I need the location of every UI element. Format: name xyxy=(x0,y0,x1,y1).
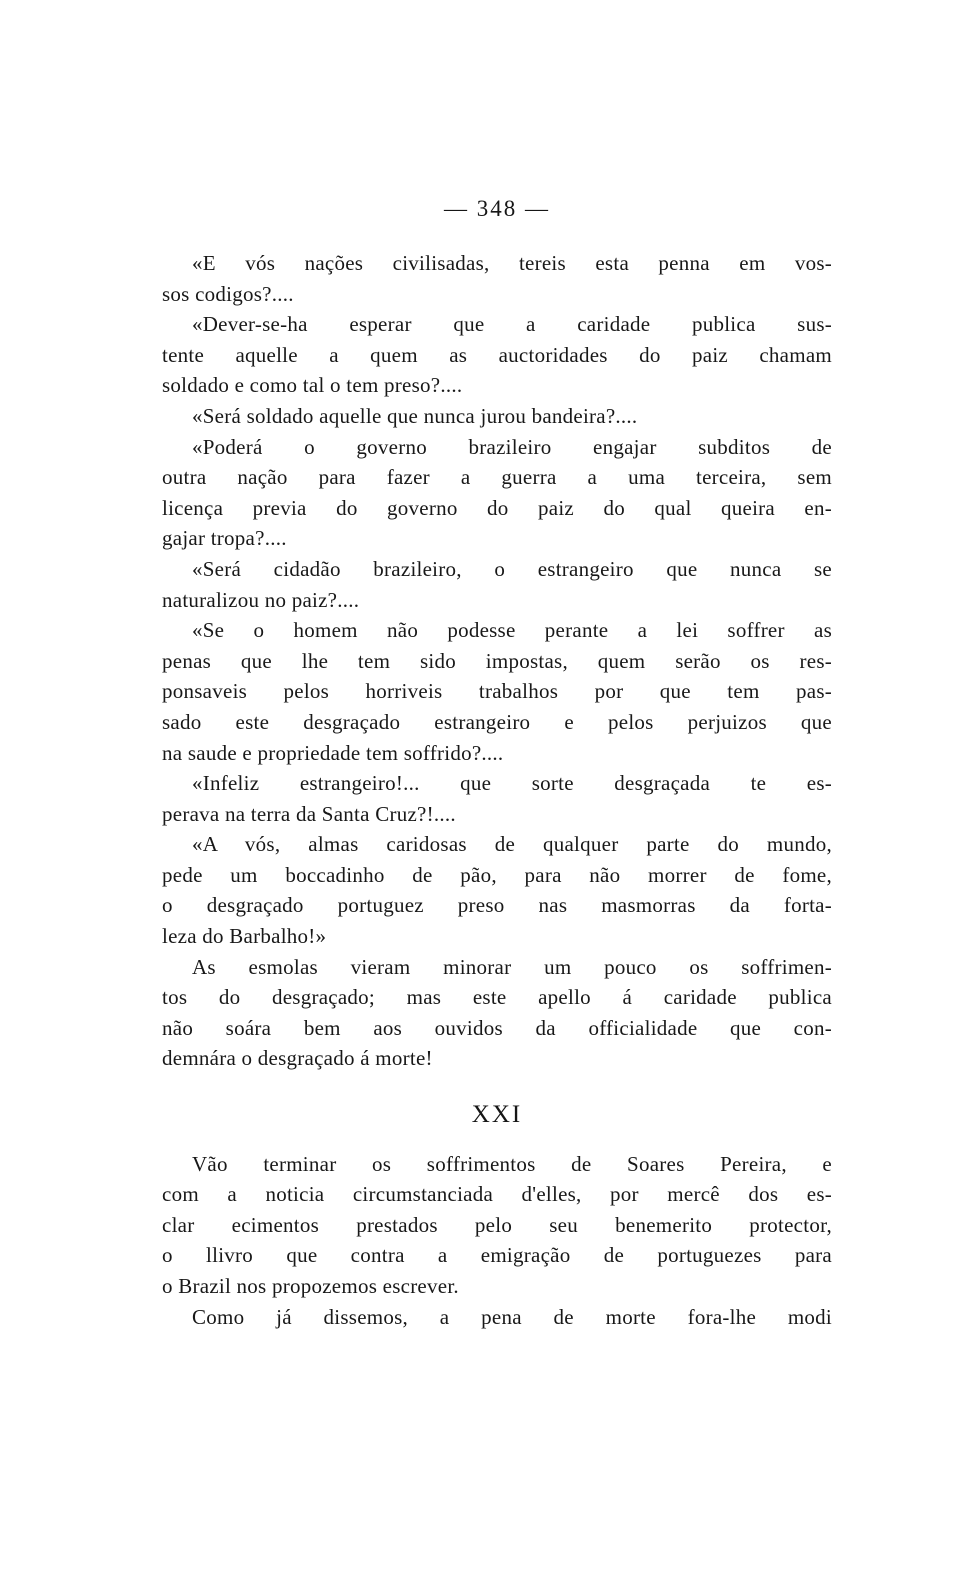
text-line: «Dever-se-ha esperar que a caridade publica sus- xyxy=(192,312,832,337)
text-line: na saude e propriedade tem soffrido?.... xyxy=(162,740,504,765)
paragraph xyxy=(162,768,832,829)
text-line: Como já dissemos, a pena de morte fora-lhe modi xyxy=(192,1304,832,1329)
paragraph xyxy=(162,248,832,309)
paragraph xyxy=(162,615,832,768)
section-heading: XXI xyxy=(471,1101,523,1129)
text-line: «E vós nações civilisadas, tereis esta penna em vos- xyxy=(192,251,832,275)
paragraph xyxy=(162,1149,832,1302)
text-line: tente aquelle a quem as auctoridades do paiz chamam xyxy=(162,342,832,367)
text-line: demnára o desgraçado á morte! xyxy=(162,1046,433,1071)
text-line: clar ecimentos prestados pelo seu benemerito protector, xyxy=(162,1212,832,1237)
paragraph xyxy=(162,952,832,1074)
text-line: não soára bem aos ouvidos da officialidade que con- xyxy=(162,1015,832,1040)
text-line: «Será soldado aquelle que nunca jurou bandeira?.... xyxy=(192,403,638,428)
text-line: «Se o homem não podesse perante a lei soffrer as xyxy=(192,618,832,643)
text-line: «Poderá o governo brazileiro engajar subditos de xyxy=(192,434,832,459)
text-line: soldado e como tal o tem preso?.... xyxy=(162,373,463,398)
paragraph xyxy=(162,432,832,554)
text-line: leza do Barbalho!» xyxy=(162,924,327,949)
text-line: gajar tropa?.... xyxy=(162,526,287,551)
text-line: outra nação para fazer a guerra a uma terceira, sem xyxy=(162,465,832,490)
text-line: o desgraçado portuguez preso nas masmorras da forta- xyxy=(162,893,832,918)
text-line: licença previa do governo do paiz do qual queira en- xyxy=(162,495,832,520)
text-line: sos codigos?.... xyxy=(162,281,294,306)
text-line: «Infeliz estrangeiro!... que sorte desgraçada te es- xyxy=(192,771,832,796)
text-line: naturalizou no paiz?.... xyxy=(162,587,360,612)
text-line: As esmolas vieram minorar um pouco os soffrimen- xyxy=(192,954,832,979)
paragraph xyxy=(162,1302,832,1333)
page-number: — 348 — xyxy=(444,196,550,221)
paragraph xyxy=(162,829,832,951)
text-line: perava na terra da Santa Cruz?!.... xyxy=(162,801,456,826)
text-line: ponsaveis pelos horriveis trabalhos por que tem pas- xyxy=(162,679,832,704)
text-block xyxy=(162,248,832,1332)
text-line: o llivro que contra a emigração de portuguezes para xyxy=(162,1243,832,1268)
text-line: penas que lhe tem sido impostas, quem serão os res- xyxy=(162,648,832,673)
text-line: com a noticia circumstanciada d'elles, por mercê dos es- xyxy=(162,1182,832,1207)
paragraph xyxy=(162,309,832,401)
paragraph xyxy=(162,401,832,432)
text-line: «Será cidadão brazileiro, o estrangeiro que nunca se xyxy=(192,556,832,581)
text-line: pede um boccadinho de pão, para não morrer de fome, xyxy=(162,862,832,887)
paragraph xyxy=(162,554,832,615)
text-line: Vão terminar os soffrimentos de Soares Pereira, e xyxy=(192,1151,832,1176)
text-line: sado este desgraçado estrangeiro e pelos perjuizos que xyxy=(162,709,832,734)
text-line: «A vós, almas caridosas de qualquer parte do mundo, xyxy=(192,832,832,857)
text-line: tos do desgraçado; mas este apello á caridade publica xyxy=(162,985,832,1010)
text-line: o Brazil nos propozemos escrever. xyxy=(162,1274,459,1298)
